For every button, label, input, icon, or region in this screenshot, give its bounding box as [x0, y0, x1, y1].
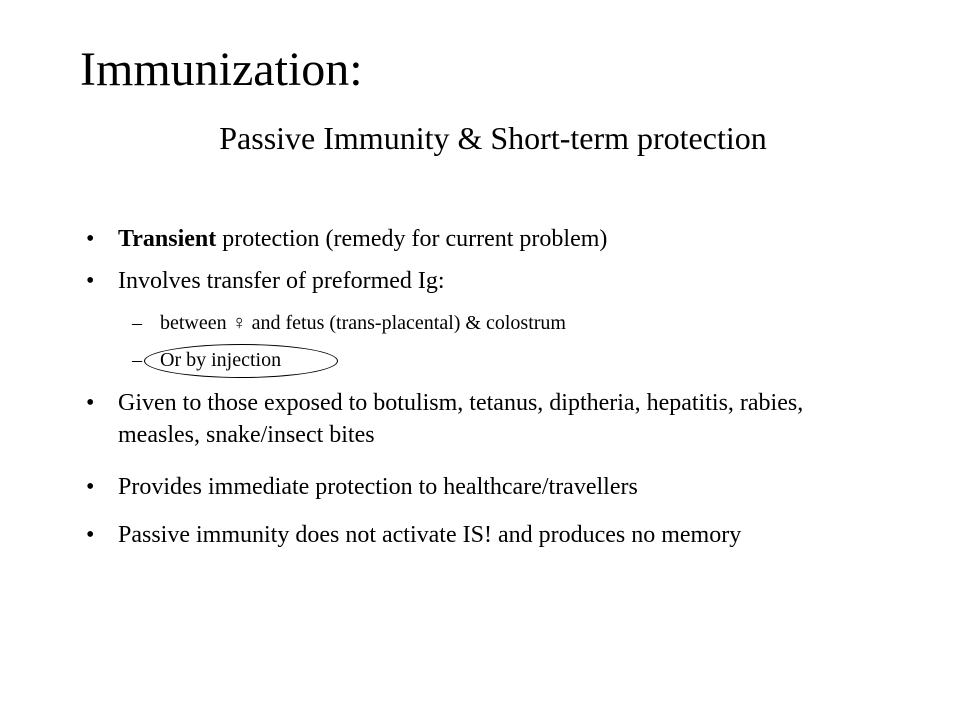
bullet-dot-icon: • [86, 268, 95, 294]
bullet-dot-icon: • [86, 390, 95, 416]
bullet-text [118, 223, 848, 255]
subbullet-dash-icon: – [132, 349, 142, 371]
subbullet-dash-icon: – [132, 312, 142, 334]
bullet-bold-term: Transient [118, 226, 217, 252]
bullet-text: Involves transfer of preformed Ig: [118, 268, 445, 294]
bullet-dot-icon: • [86, 522, 95, 548]
bullet-text: Passive immunity does not activate IS! and produces no memory [118, 522, 742, 548]
bullet-text: Given to those exposed to botulism, tetanus, diptheria, hepatitis, rabies, measles, snake/insect bites [118, 390, 804, 448]
subbullet-text: between ♀ and fetus (trans-placental) & colostrum [160, 312, 566, 334]
highlight-ellipse [144, 344, 338, 378]
bullet-dot-icon: • [86, 474, 95, 500]
bullet-dot-icon: • [86, 226, 95, 252]
slide-title: Immunization: [80, 43, 363, 96]
bullet-text-rest: protection (remedy for current problem) [216, 226, 608, 252]
slide-subtitle: Passive Immunity & Short-term protection [219, 120, 767, 156]
subbullet-text: Or by injection [160, 349, 282, 371]
bullet-text: Provides immediate protection to healthcare/travellers [118, 474, 638, 500]
